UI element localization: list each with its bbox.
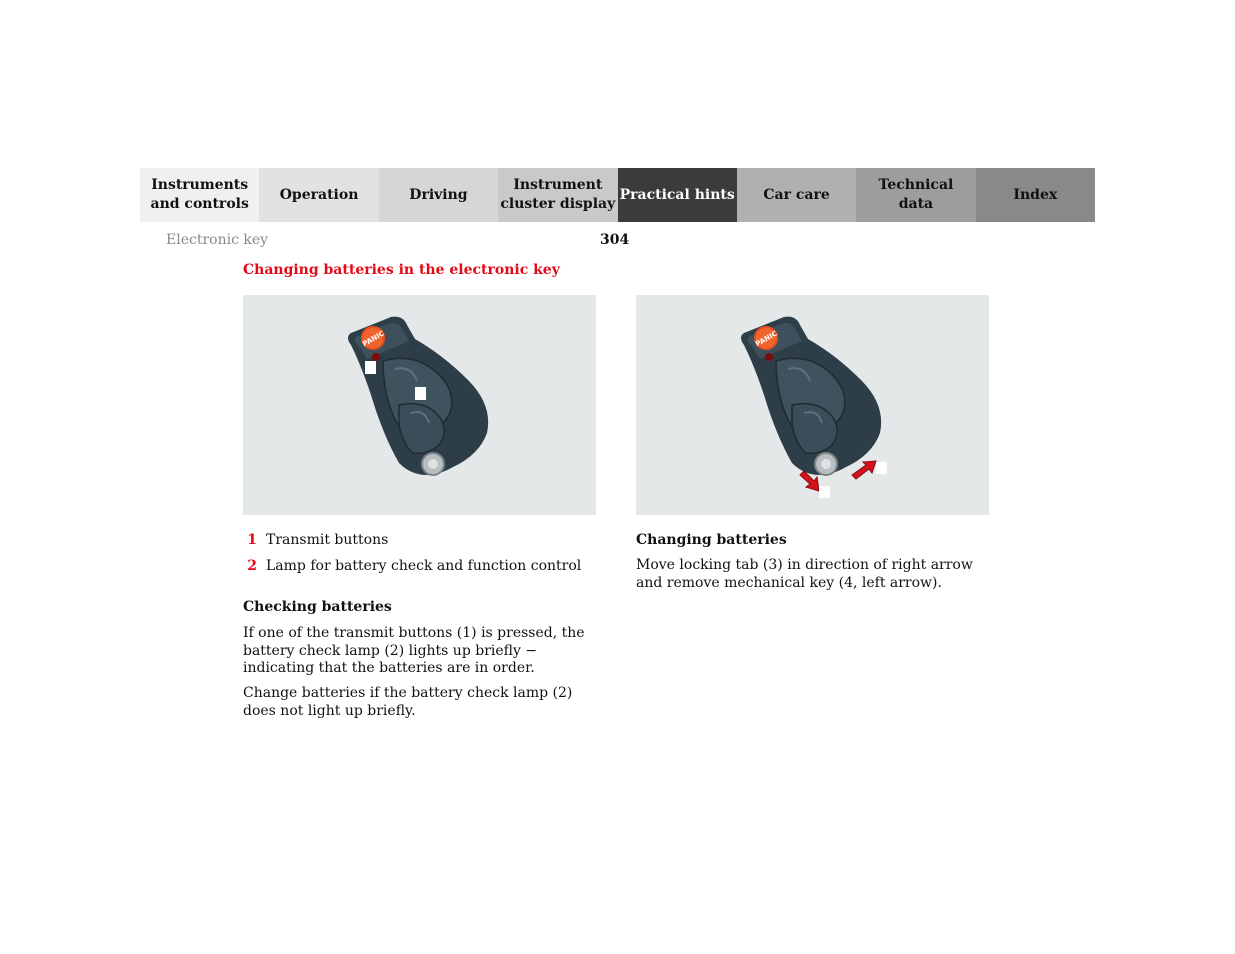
callout-marker bbox=[876, 462, 887, 474]
checking-batteries-paragraph-2: Change batteries if the battery check lamp (2) does not light up briefly. bbox=[243, 685, 573, 719]
checking-batteries-title: Checking batteries bbox=[243, 599, 392, 615]
tab-instruments-and-controls[interactable]: Instruments and controls bbox=[140, 168, 259, 222]
page-heading: Changing batteries in the electronic key bbox=[243, 262, 560, 278]
tab-index[interactable]: Index bbox=[976, 168, 1095, 222]
tab-operation[interactable]: Operation bbox=[259, 168, 378, 222]
tab-practical-hints[interactable]: Practical hints bbox=[618, 168, 737, 222]
callout-marker bbox=[415, 387, 426, 400]
tab-instrument-cluster-display[interactable]: Instrument cluster display bbox=[498, 168, 617, 222]
legend-number: 2 bbox=[247, 558, 257, 574]
callout-marker bbox=[365, 361, 376, 374]
changing-batteries-paragraph: Move locking tab (3) in direction of right arrow and remove mechanical key (4, left arrow). bbox=[636, 557, 973, 591]
figure-legend bbox=[243, 531, 603, 583]
chapter-nav bbox=[140, 168, 1095, 222]
battery-check-lamp bbox=[372, 353, 380, 361]
svg-text:PANIC: PANIC bbox=[361, 329, 386, 349]
legend-item bbox=[243, 557, 603, 575]
figure-key-battery-change bbox=[636, 295, 989, 515]
section-label: Electronic key bbox=[166, 232, 269, 248]
tab-technical-data[interactable]: Technical data bbox=[856, 168, 975, 222]
electronic-key-illustration bbox=[636, 295, 989, 515]
checking-batteries-paragraph-1: If one of the transmit buttons (1) is pressed, the battery check lamp (2) lights up briefly − indicating that the batteries are in order. bbox=[243, 625, 585, 676]
legend-number: 1 bbox=[247, 532, 257, 548]
svg-text:PANIC: PANIC bbox=[754, 329, 779, 349]
legend-item bbox=[243, 531, 603, 549]
figure-key-overview bbox=[243, 295, 596, 515]
legend-text: Transmit buttons bbox=[266, 532, 389, 548]
changing-batteries-title: Changing batteries bbox=[636, 532, 787, 548]
tab-driving[interactable]: Driving bbox=[379, 168, 498, 222]
page-number: 304 bbox=[600, 232, 630, 248]
right-arrow-icon bbox=[852, 461, 876, 479]
legend-text: Lamp for battery check and function control bbox=[266, 558, 582, 574]
callout-marker bbox=[819, 486, 830, 498]
tab-car-care[interactable]: Car care bbox=[737, 168, 856, 222]
electronic-key-illustration bbox=[243, 295, 596, 515]
battery-check-lamp bbox=[765, 353, 773, 361]
